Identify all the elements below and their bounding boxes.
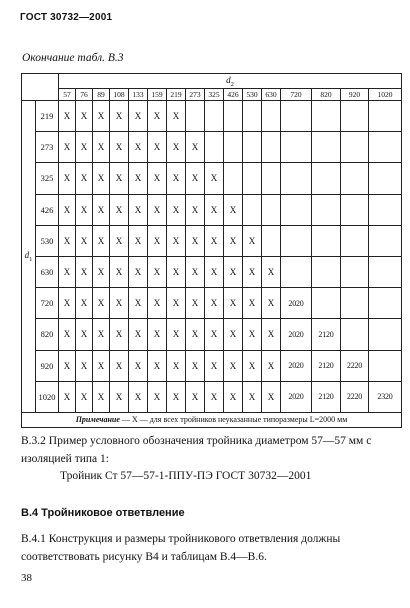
- designation-example: Тройник Ст 57—57-1-ППУ-ПЭ ГОСТ 30732—2001: [60, 470, 312, 482]
- table-cell: X: [129, 101, 148, 132]
- table-cell: X: [167, 132, 186, 163]
- table-cell: X: [76, 225, 93, 256]
- table-cell: X: [205, 319, 224, 350]
- table-cell: X: [262, 350, 281, 381]
- table-cell: X: [224, 225, 243, 256]
- table-cell: [341, 288, 369, 319]
- table-cell: X: [186, 194, 205, 225]
- table-cell: X: [76, 194, 93, 225]
- table-cell: X: [224, 194, 243, 225]
- table-cell: X: [167, 381, 186, 412]
- table-cell: [341, 256, 369, 287]
- table-cell: X: [93, 132, 110, 163]
- table-cell: [341, 101, 369, 132]
- table-row: [22, 194, 402, 225]
- table-cell: X: [76, 256, 93, 287]
- table-cell: [312, 163, 341, 194]
- table-cell: [369, 350, 402, 381]
- table-cell: X: [129, 350, 148, 381]
- table-cell: X: [110, 225, 129, 256]
- table-cell: X: [243, 288, 262, 319]
- table-cell: X: [186, 319, 205, 350]
- table-row: [22, 163, 402, 194]
- document-code-header: ГОСТ 30732—2001: [20, 12, 113, 23]
- table-cell: X: [93, 381, 110, 412]
- table-cell: X: [205, 194, 224, 225]
- table-cell: [205, 101, 224, 132]
- row-header-d1: 1020: [36, 381, 59, 412]
- row-header-d1: 720: [36, 288, 59, 319]
- column-header: 530: [243, 89, 262, 101]
- column-header: 426: [224, 89, 243, 101]
- table-cell: [262, 194, 281, 225]
- row-header-d1: 820: [36, 319, 59, 350]
- column-header: 76: [76, 89, 93, 101]
- table-cell: X: [243, 350, 262, 381]
- table-cell: [341, 194, 369, 225]
- table-cell: [243, 194, 262, 225]
- table-cell: [224, 132, 243, 163]
- table-cell: X: [186, 163, 205, 194]
- table-cell: X: [205, 163, 224, 194]
- dimensions-table: [21, 73, 402, 428]
- table-cell: X: [205, 225, 224, 256]
- table-cell: [341, 163, 369, 194]
- table-cell: 2020: [281, 288, 312, 319]
- table-cell: [281, 225, 312, 256]
- table-cell: X: [59, 381, 76, 412]
- table-cell: X: [110, 288, 129, 319]
- row-header-d1: 426: [36, 194, 59, 225]
- table-cell: 2320: [369, 381, 402, 412]
- table-cell: [369, 163, 402, 194]
- table-cell: X: [167, 288, 186, 319]
- table-cell: 2220: [341, 350, 369, 381]
- table-corner-cell: [22, 74, 59, 101]
- table-cell: [281, 194, 312, 225]
- table-cell: [224, 101, 243, 132]
- table-row: [22, 350, 402, 381]
- table-cell: X: [110, 256, 129, 287]
- table-cell: X: [59, 288, 76, 319]
- table-cell: X: [110, 163, 129, 194]
- table-cell: 2120: [312, 350, 341, 381]
- table-cell: [281, 256, 312, 287]
- table-cell: X: [167, 256, 186, 287]
- table-cell: X: [243, 381, 262, 412]
- table-cell: X: [76, 163, 93, 194]
- table-cell: X: [224, 319, 243, 350]
- table-cell: X: [129, 288, 148, 319]
- table-cell: X: [148, 225, 167, 256]
- table-cell: [369, 225, 402, 256]
- row-header-d1: 325: [36, 163, 59, 194]
- table-cell: [312, 194, 341, 225]
- table-cell: [312, 288, 341, 319]
- table-row: [22, 225, 402, 256]
- table-cell: 2120: [312, 381, 341, 412]
- table-cell: [262, 225, 281, 256]
- column-header: 325: [205, 89, 224, 101]
- table-cell: X: [205, 350, 224, 381]
- table-cell: X: [186, 132, 205, 163]
- paragraph-b4-1: В.4.1 Конструкция и размеры тройникового ответвления должны соответствовать рисунку В4 и таблицам В.4—В.6.: [21, 533, 341, 563]
- table-cell: X: [59, 163, 76, 194]
- table-cell: X: [148, 101, 167, 132]
- table-row: [22, 256, 402, 287]
- table-cell: X: [59, 101, 76, 132]
- table-cell: X: [148, 381, 167, 412]
- table-row: [22, 319, 402, 350]
- table-cell: X: [148, 163, 167, 194]
- table-cell: X: [129, 194, 148, 225]
- table-row: [22, 132, 402, 163]
- table-cell: [262, 163, 281, 194]
- table-cell: [205, 132, 224, 163]
- row-header-d1: 630: [36, 256, 59, 287]
- table-body: [22, 101, 402, 413]
- table-cell: X: [76, 288, 93, 319]
- column-header: 108: [110, 89, 129, 101]
- table-cell: X: [148, 194, 167, 225]
- table-cell: X: [129, 381, 148, 412]
- table-cell: X: [148, 288, 167, 319]
- table-cell: [341, 225, 369, 256]
- table-cell: X: [243, 256, 262, 287]
- table-caption: Окончание табл. В.3: [22, 52, 124, 64]
- table-cell: X: [148, 319, 167, 350]
- table-cell: [281, 132, 312, 163]
- table-cell: X: [93, 319, 110, 350]
- table-cell: [262, 101, 281, 132]
- table-cell: 2220: [341, 381, 369, 412]
- table-cell: X: [262, 288, 281, 319]
- table-cell: X: [93, 256, 110, 287]
- table-cell: X: [205, 288, 224, 319]
- table-cell: X: [224, 350, 243, 381]
- table-cell: X: [167, 163, 186, 194]
- table-cell: [281, 163, 312, 194]
- table-cell: 2120: [312, 319, 341, 350]
- row-header-d1: 530: [36, 225, 59, 256]
- table-cell: [369, 256, 402, 287]
- table-cell: X: [76, 132, 93, 163]
- d2-header: $d_2$: [59, 74, 402, 89]
- table-cell: X: [93, 288, 110, 319]
- table-cell: X: [167, 101, 186, 132]
- table-cell: [312, 101, 341, 132]
- row-header-d1: 219: [36, 101, 59, 132]
- row-header-d1: 920: [36, 350, 59, 381]
- column-header: 89: [93, 89, 110, 101]
- table-cell: [369, 132, 402, 163]
- table-cell: 2020: [281, 319, 312, 350]
- table-cell: [369, 101, 402, 132]
- table-cell: [186, 101, 205, 132]
- table-cell: [243, 132, 262, 163]
- table-cell: X: [59, 194, 76, 225]
- table-cell: X: [59, 132, 76, 163]
- table-cell: X: [224, 381, 243, 412]
- table-cell: [369, 194, 402, 225]
- column-header: 820: [312, 89, 341, 101]
- table-cell: X: [243, 319, 262, 350]
- table-cell: X: [129, 132, 148, 163]
- table-cell: X: [59, 319, 76, 350]
- table-cell: 2020: [281, 381, 312, 412]
- table-cell: X: [59, 256, 76, 287]
- table-cell: X: [186, 256, 205, 287]
- d1-label: $d_1$: [22, 101, 36, 413]
- table-cell: X: [110, 381, 129, 412]
- table-cell: X: [76, 381, 93, 412]
- table-cell: [243, 101, 262, 132]
- column-header: 219: [167, 89, 186, 101]
- table-cell: X: [262, 381, 281, 412]
- table-cell: X: [262, 319, 281, 350]
- table-cell: X: [110, 101, 129, 132]
- table-cell: X: [148, 132, 167, 163]
- table-cell: X: [110, 319, 129, 350]
- table-cell: X: [243, 225, 262, 256]
- column-header: 273: [186, 89, 205, 101]
- column-header: 57: [59, 89, 76, 101]
- table-cell: X: [224, 256, 243, 287]
- table-cell: X: [167, 194, 186, 225]
- column-header: 1020: [369, 89, 402, 101]
- table-cell: X: [93, 101, 110, 132]
- table-cell: X: [93, 350, 110, 381]
- table-cell: X: [186, 288, 205, 319]
- table-cell: X: [186, 381, 205, 412]
- column-header: 630: [262, 89, 281, 101]
- table-cell: X: [167, 319, 186, 350]
- row-header-d1: 273: [36, 132, 59, 163]
- table-cell: X: [167, 350, 186, 381]
- table-cell: X: [205, 381, 224, 412]
- table-cell: X: [59, 350, 76, 381]
- table-cell: X: [224, 288, 243, 319]
- table-cell: X: [93, 225, 110, 256]
- table-cell: X: [110, 132, 129, 163]
- table-cell: X: [129, 319, 148, 350]
- table-cell: X: [129, 256, 148, 287]
- table-cell: X: [148, 350, 167, 381]
- column-header: 920: [341, 89, 369, 101]
- page-number: 38: [21, 572, 32, 584]
- table-cell: X: [186, 350, 205, 381]
- table-row: [22, 381, 402, 412]
- table-cell: X: [186, 225, 205, 256]
- table-cell: X: [110, 194, 129, 225]
- table-cell: X: [93, 194, 110, 225]
- table-cell: [369, 288, 402, 319]
- table-cell: [281, 101, 312, 132]
- table-cell: X: [129, 163, 148, 194]
- section-b4-title: В.4 Тройниковое ответвление: [21, 507, 185, 519]
- table-cell: [262, 132, 281, 163]
- table-cell: X: [93, 163, 110, 194]
- table-cell: X: [59, 225, 76, 256]
- table-cell: [243, 163, 262, 194]
- table-cell: X: [76, 319, 93, 350]
- table-row: [22, 101, 402, 132]
- paragraph-b3-2: В.3.2 Пример условного обозначения тройника диаметром 57—57 мм с изоляцией типа 1:: [21, 435, 372, 465]
- column-header: 159: [148, 89, 167, 101]
- table-cell: [312, 256, 341, 287]
- table-cell: [224, 163, 243, 194]
- table-cell: X: [205, 256, 224, 287]
- table-cell: [341, 132, 369, 163]
- table-note: Примечание — X — для всех тройников неуказанные типоразмеры L=2000 мм: [22, 412, 402, 427]
- column-header: 720: [281, 89, 312, 101]
- table-cell: X: [167, 225, 186, 256]
- table-cell: X: [110, 350, 129, 381]
- table-cell: X: [129, 225, 148, 256]
- table-row: [22, 288, 402, 319]
- column-header: 133: [129, 89, 148, 101]
- table-cell: [369, 319, 402, 350]
- table-cell: X: [76, 350, 93, 381]
- table-cell: [312, 132, 341, 163]
- table-cell: [341, 319, 369, 350]
- table-cell: X: [262, 256, 281, 287]
- column-header-row: [22, 89, 402, 101]
- table-cell: 2020: [281, 350, 312, 381]
- table-cell: X: [148, 256, 167, 287]
- table-cell: X: [76, 101, 93, 132]
- table-cell: [312, 225, 341, 256]
